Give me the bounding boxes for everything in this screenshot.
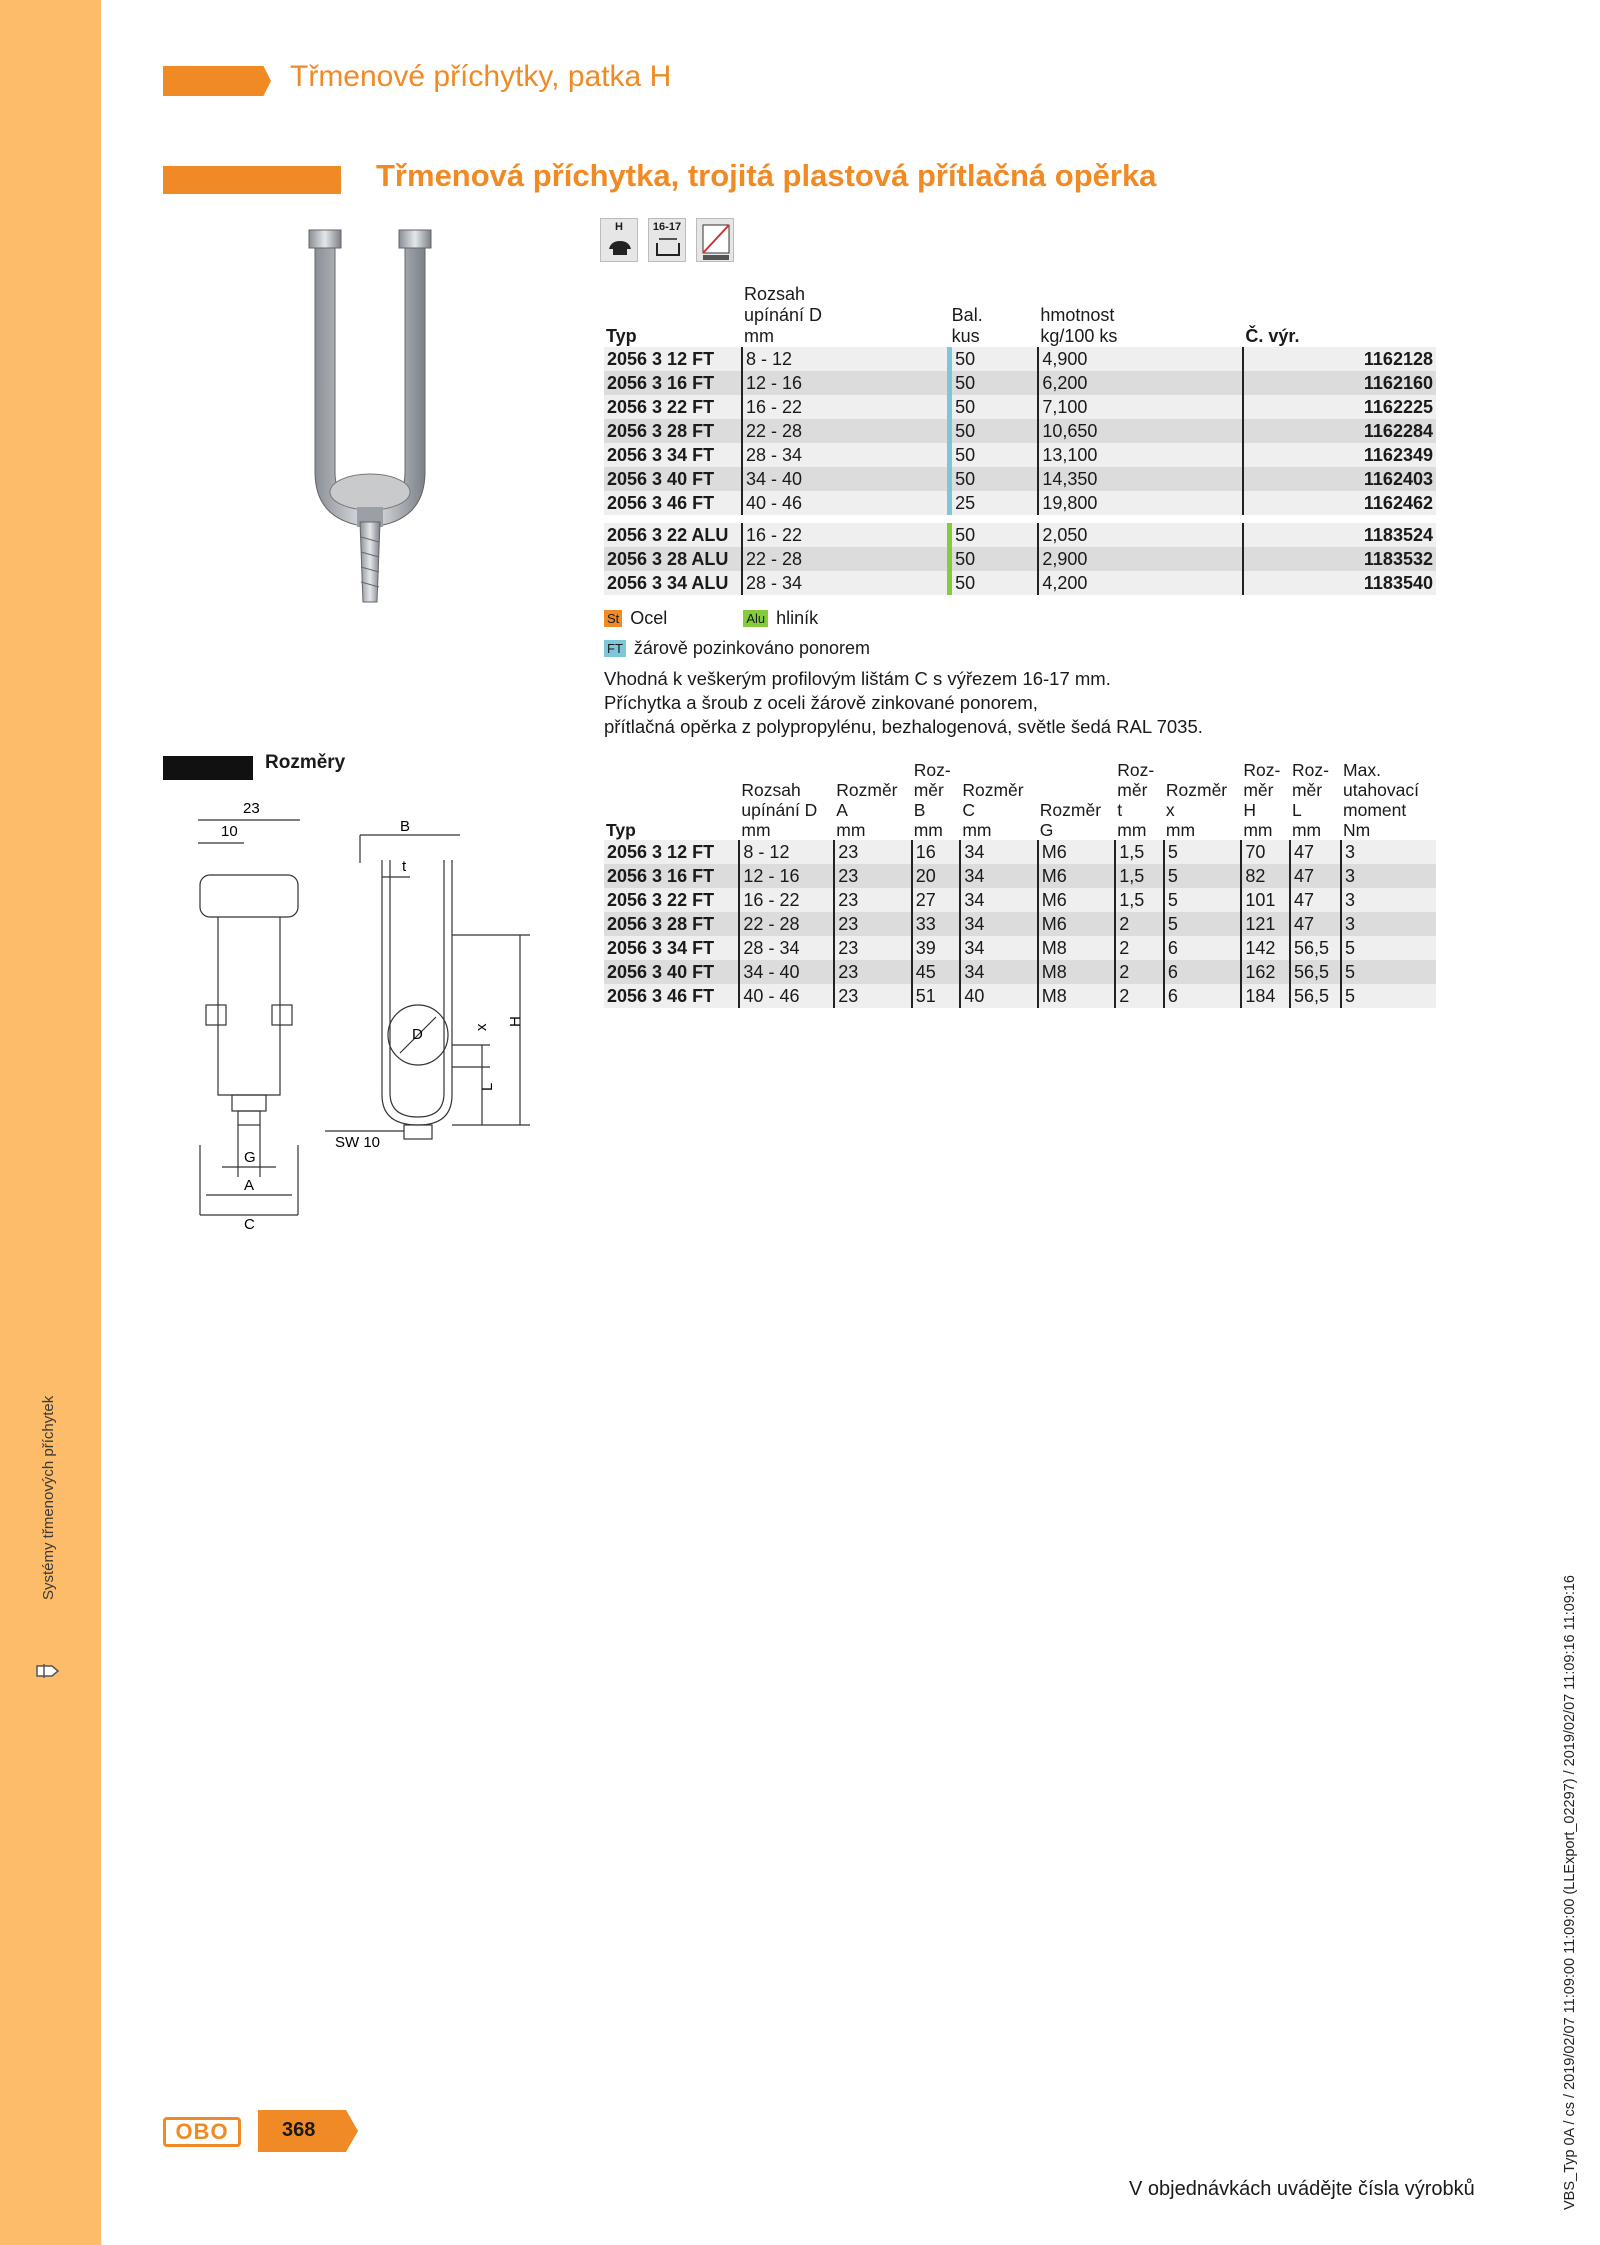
dimensions-bar: [163, 756, 253, 780]
cell-weight: 7,100: [1038, 395, 1243, 419]
halogen-free-icon: [696, 218, 734, 262]
col-t: t: [1117, 800, 1123, 820]
cell-typ: 2056 3 28 FT: [604, 419, 742, 443]
col-h: měr: [1243, 780, 1274, 800]
cell-h: 184: [1241, 984, 1290, 1008]
col-b: Roz-: [913, 760, 951, 780]
cell-m: 3: [1341, 840, 1436, 864]
cell-l: 56,5: [1290, 984, 1341, 1008]
cell-t: 1,5: [1115, 888, 1164, 912]
footer-note: V objednávkách uvádějte čísla výrobků: [1129, 2178, 1475, 2200]
col-range: Rozsah: [744, 284, 806, 304]
col-range: Rozsah: [741, 780, 801, 800]
cell-h: 101: [1241, 888, 1290, 912]
col-t: měr: [1117, 780, 1148, 800]
cell-t: 1,5: [1115, 840, 1164, 864]
cell-l: 47: [1290, 912, 1341, 936]
cell-range: 40 - 46: [742, 491, 950, 515]
cell-x: 5: [1164, 912, 1241, 936]
col-g: Rozměr: [1039, 800, 1102, 820]
clip-icon: [34, 1660, 62, 1682]
cell-range: 40 - 46: [739, 984, 834, 1008]
obo-logo: OBO: [163, 2117, 241, 2147]
col-m: Max.: [1343, 760, 1381, 780]
product-photo: [295, 222, 445, 612]
cell-m: 3: [1341, 888, 1436, 912]
cell-bal: 50: [950, 523, 1039, 547]
dim-label-t: t: [402, 858, 407, 875]
section-title: Třmenové příchytky, patka H: [290, 60, 672, 93]
cell-x: 5: [1164, 840, 1241, 864]
cell-weight: 2,050: [1038, 523, 1243, 547]
cell-order: 1162225: [1243, 395, 1436, 419]
cell-bal: 50: [950, 571, 1039, 595]
col-order: Č. výr.: [1245, 326, 1300, 346]
cell-bal: 50: [950, 547, 1039, 571]
cell-range: 16 - 22: [742, 395, 950, 419]
alu-label: hliník: [776, 608, 819, 628]
cell-a: 23: [834, 936, 911, 960]
col-range: mm: [741, 820, 771, 840]
alu-chip: Alu: [743, 610, 768, 627]
cell-range: 12 - 16: [742, 371, 950, 395]
feature-icons: [600, 218, 734, 262]
cell-b: 27: [912, 888, 961, 912]
table-row: [604, 443, 1436, 467]
cell-typ: 2056 3 22 FT: [604, 395, 742, 419]
section-header-bar: [163, 66, 271, 96]
cell-bal: 50: [950, 467, 1039, 491]
cell-t: 2: [1115, 912, 1164, 936]
cell-order: 1183540: [1243, 571, 1436, 595]
sidebar: [0, 0, 101, 2245]
col-bal: Bal.: [951, 305, 983, 325]
cell-x: 6: [1164, 984, 1241, 1008]
product-description: Vhodná k veškerým profilovým lištám C s výřezem 16-17 mm. Příchytka a šroub z oceli žárově zinkované ponorem, přítlačná opěrka z polypropylénu, bezhalogenová, světle šedá RAL 7035.: [604, 668, 1203, 737]
cell-range: 34 - 40: [742, 467, 950, 491]
cell-range: 16 - 22: [739, 888, 834, 912]
cell-typ: 2056 3 12 FT: [604, 347, 742, 371]
table-row: [604, 467, 1436, 491]
table-row: [604, 419, 1436, 443]
col-c: mm: [962, 820, 992, 840]
legend-material: [604, 608, 818, 629]
cell-typ: 2056 3 40 FT: [604, 467, 742, 491]
table-row: [604, 912, 1436, 936]
cell-l: 47: [1290, 864, 1341, 888]
cell-a: 23: [834, 960, 911, 984]
cell-range: 28 - 34: [739, 936, 834, 960]
cell-range: 34 - 40: [739, 960, 834, 984]
cell-h: 162: [1241, 960, 1290, 984]
cell-order: 1162160: [1243, 371, 1436, 395]
col-h: H: [1243, 800, 1256, 820]
cell-h: 121: [1241, 912, 1290, 936]
cell-bal: 50: [950, 347, 1039, 371]
cell-b: 16: [912, 840, 961, 864]
cell-a: 23: [834, 888, 911, 912]
cell-g: M8: [1038, 960, 1115, 984]
cell-h: 70: [1241, 840, 1290, 864]
cell-typ: 2056 3 40 FT: [604, 960, 739, 984]
col-x: Rozměr: [1165, 780, 1228, 800]
product-header-bar: [163, 166, 341, 194]
cell-range: 16 - 22: [742, 523, 950, 547]
cell-c: 34: [960, 888, 1037, 912]
table-row: [604, 864, 1436, 888]
cell-g: M6: [1038, 864, 1115, 888]
col-l: Roz-: [1291, 760, 1329, 780]
cell-weight: 4,900: [1038, 347, 1243, 371]
cell-c: 34: [960, 912, 1037, 936]
cell-t: 2: [1115, 936, 1164, 960]
cell-g: M6: [1038, 840, 1115, 864]
ft-chip: FT: [604, 640, 626, 657]
col-c: Rozměr: [962, 780, 1024, 800]
col-h: Roz-: [1243, 760, 1281, 780]
table-row: [604, 888, 1436, 912]
col-m: moment: [1343, 800, 1407, 820]
cell-order: 1162349: [1243, 443, 1436, 467]
dim-label-b: B: [400, 818, 411, 835]
cell-weight: 2,900: [1038, 547, 1243, 571]
cell-m: 5: [1341, 936, 1436, 960]
table-row: [604, 571, 1436, 595]
table-row: [604, 395, 1436, 419]
cell-c: 34: [960, 960, 1037, 984]
ft-label: žárově pozinkováno ponorem: [633, 638, 871, 658]
cell-typ: 2056 3 46 FT: [604, 984, 739, 1008]
dim-label-d: D: [412, 1026, 423, 1043]
cell-c: 34: [960, 840, 1037, 864]
col-a: A: [836, 800, 848, 820]
col-g: G: [1039, 820, 1054, 840]
cell-b: 39: [912, 936, 961, 960]
cell-range: 22 - 28: [742, 547, 950, 571]
dim-label-l: L: [479, 1082, 496, 1091]
cell-c: 34: [960, 864, 1037, 888]
cell-range: 12 - 16: [739, 864, 834, 888]
cell-l: 47: [1290, 840, 1341, 864]
cell-x: 6: [1164, 936, 1241, 960]
col-b: měr: [913, 780, 944, 800]
cell-order: 1162403: [1243, 467, 1436, 491]
legend-finish: [604, 638, 870, 659]
cell-a: 23: [834, 984, 911, 1008]
cell-weight: 19,800: [1038, 491, 1243, 515]
cell-m: 5: [1341, 960, 1436, 984]
sidebar-label: Systémy třmenových příchytek: [40, 1395, 57, 1600]
cell-bal: 50: [950, 419, 1039, 443]
col-range: upínání D: [741, 800, 818, 820]
col-l: mm: [1291, 820, 1322, 840]
cell-l: 56,5: [1290, 960, 1341, 984]
dim-label-10: 10: [221, 823, 238, 840]
dimensions-table: [604, 760, 1436, 1008]
cell-g: M6: [1038, 888, 1115, 912]
product-title: Třmenová příchytka, trojitá plastová přítlačná opěrka: [376, 158, 1157, 193]
table-row: [604, 840, 1436, 864]
cell-weight: 14,350: [1038, 467, 1243, 491]
cell-typ: 2056 3 34 FT: [604, 936, 739, 960]
table-row: [604, 960, 1436, 984]
cell-typ: 2056 3 34 ALU: [604, 571, 742, 595]
table-row: [604, 523, 1436, 547]
dim-label-h: H: [507, 1016, 524, 1027]
cell-weight: 4,200: [1038, 571, 1243, 595]
col-c: C: [962, 800, 975, 820]
cell-m: 3: [1341, 912, 1436, 936]
col-a: Rozměr: [836, 780, 898, 800]
cell-typ: 2056 3 12 FT: [604, 840, 739, 864]
col-b: B: [913, 800, 926, 820]
cell-typ: 2056 3 46 FT: [604, 491, 742, 515]
table-row: [604, 936, 1436, 960]
cell-m: 5: [1341, 984, 1436, 1008]
cell-b: 33: [912, 912, 961, 936]
dim-label-sw: SW 10: [335, 1134, 381, 1151]
dim-label-x: x: [473, 1023, 490, 1031]
cell-range: 22 - 28: [742, 419, 950, 443]
cell-m: 3: [1341, 864, 1436, 888]
cell-b: 51: [912, 984, 961, 1008]
col-typ: [604, 284, 742, 305]
cell-order: 1183524: [1243, 523, 1436, 547]
h-foot-icon: H: [600, 218, 638, 262]
cell-x: 5: [1164, 864, 1241, 888]
col-b: mm: [913, 820, 943, 840]
dim-label-c: C: [244, 1216, 255, 1233]
cell-range: 28 - 34: [742, 571, 950, 595]
table-row: [604, 347, 1436, 371]
col-weight: hmotnost: [1040, 305, 1115, 325]
table-row: [604, 984, 1436, 1008]
col-m: Nm: [1343, 820, 1371, 840]
col-x: mm: [1165, 820, 1196, 840]
product-table: Rozsah upínání D Bal. hmotnost Typ mm kus kg/100 ks Č. výr. 2056 3 12 FT 8 - 12 50 4,900 1162128 2056 3 16 FT 12 - 16 50 6,200 1162160 2056 3 22 FT 16 - 22 50 7,100 1162225 2056 3 28 FT 22 - 28 50 10,650 1162284 2056 3 34 FT 28 - 34 50 13,100 1162349 2056 3 40 FT 34 - 40 50 14,350 1162403 2056 3 46 FT 40 - 46 25 19,800 1162462 2056 3 22 ALU 16 - 22 50 2,050 1183524 2056 3 28 ALU 22 - 28 50 2,900 1183532 2056 3 34 ALU 28 - 34 50 4,200 1183540: [604, 284, 1436, 595]
cell-typ: 2056 3 16 FT: [604, 864, 739, 888]
steel-chip: St: [604, 610, 622, 627]
cell-typ: 2056 3 28 FT: [604, 912, 739, 936]
cell-weight: 13,100: [1038, 443, 1243, 467]
cell-c: 40: [960, 984, 1037, 1008]
cell-bal: 50: [950, 395, 1039, 419]
cell-order: 1162128: [1243, 347, 1436, 371]
cell-l: 47: [1290, 888, 1341, 912]
col-m: utahovací: [1343, 780, 1419, 800]
cell-order: 1183532: [1243, 547, 1436, 571]
table-row: [604, 547, 1436, 571]
col-l: měr: [1291, 780, 1323, 800]
cell-order: 1162284: [1243, 419, 1436, 443]
cell-bal: 50: [950, 371, 1039, 395]
cell-range: 8 - 12: [742, 347, 950, 371]
dim-label-g: G: [244, 1149, 256, 1166]
rail-width-icon: 16-17: [648, 218, 686, 262]
col-t: mm: [1117, 820, 1147, 840]
cell-range: 22 - 28: [739, 912, 834, 936]
cell-bal: 25: [950, 491, 1039, 515]
cell-t: 1,5: [1115, 864, 1164, 888]
dimensions-title: Rozměry: [265, 752, 346, 773]
cell-g: M8: [1038, 984, 1115, 1008]
col-typ: Typ: [606, 820, 636, 840]
cell-a: 23: [834, 912, 911, 936]
table-row: [604, 371, 1436, 395]
cell-x: 5: [1164, 888, 1241, 912]
cell-x: 6: [1164, 960, 1241, 984]
cell-c: 34: [960, 936, 1037, 960]
cell-g: M8: [1038, 936, 1115, 960]
cell-weight: 6,200: [1038, 371, 1243, 395]
cell-typ: 2056 3 34 FT: [604, 443, 742, 467]
col-h: mm: [1243, 820, 1273, 840]
cell-typ: 2056 3 22 ALU: [604, 523, 742, 547]
dim-label-23: 23: [243, 800, 260, 817]
cell-typ: 2056 3 16 FT: [604, 371, 742, 395]
col-a: mm: [836, 820, 866, 840]
cell-a: 23: [834, 864, 911, 888]
cell-b: 45: [912, 960, 961, 984]
cell-range: 8 - 12: [739, 840, 834, 864]
cell-g: M6: [1038, 912, 1115, 936]
col-l: L: [1291, 800, 1302, 820]
col-t: Roz-: [1117, 760, 1155, 780]
steel-label: Ocel: [630, 608, 668, 628]
cell-a: 23: [834, 840, 911, 864]
cell-order: 1162462: [1243, 491, 1436, 515]
page-number: 368: [282, 2119, 316, 2141]
cell-l: 56,5: [1290, 936, 1341, 960]
col-x: x: [1165, 800, 1175, 820]
dim-label-a: A: [244, 1177, 255, 1194]
table-row: [604, 491, 1436, 515]
cell-typ: 2056 3 28 ALU: [604, 547, 742, 571]
cell-t: 2: [1115, 960, 1164, 984]
dimension-drawing: [160, 795, 560, 1235]
cell-b: 20: [912, 864, 961, 888]
export-metadata: VBS_Typ 0A / cs / 2019/02/07 11:09:00 11:09:00 (LLExport_02297) / 2019/02/07 11:09:16 11:09:16: [1562, 1575, 1578, 2210]
cell-t: 2: [1115, 984, 1164, 1008]
cell-range: 28 - 34: [742, 443, 950, 467]
cell-bal: 50: [950, 443, 1039, 467]
cell-h: 82: [1241, 864, 1290, 888]
cell-h: 142: [1241, 936, 1290, 960]
cell-weight: 10,650: [1038, 419, 1243, 443]
cell-typ: 2056 3 22 FT: [604, 888, 739, 912]
